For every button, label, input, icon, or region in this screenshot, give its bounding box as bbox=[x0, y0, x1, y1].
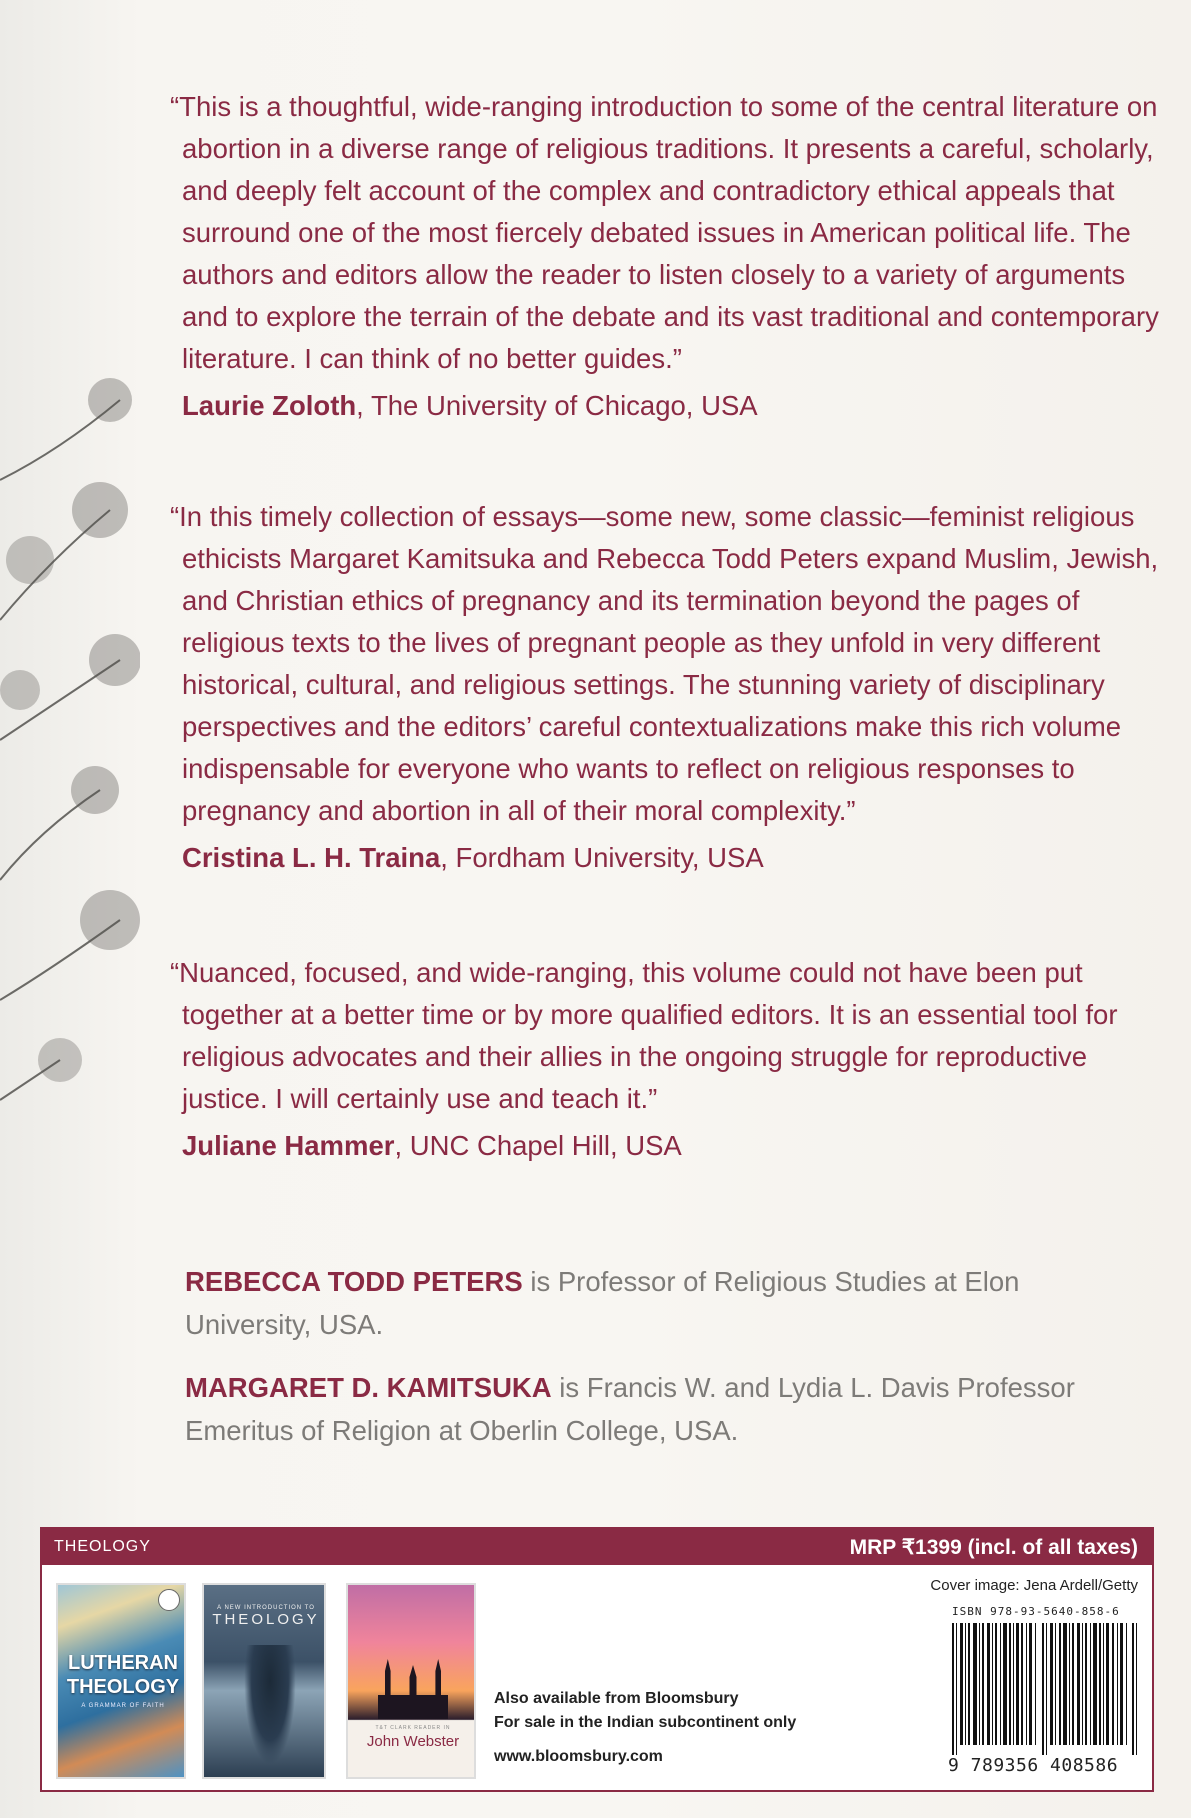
book-thumbnail-john-webster bbox=[346, 1583, 476, 1779]
isbn-label: ISBN 978-93-5640-858-6 bbox=[952, 1605, 1120, 1618]
book-pretitle: T&T CLARK READER IN bbox=[375, 1725, 451, 1731]
queen-annes-lace-plant-image bbox=[0, 360, 140, 1140]
editor-description: is Professor of Religious Studies at Elon University, USA. bbox=[185, 1266, 1020, 1340]
quote-text: “This is a thoughtful, wide-ranging introduction to some of the central literature on abortion in a diverse range of religious traditions. It presents a careful, scholarly, and deeply felt account of the complex and contradictory ethical appeals that surround one of the most fiercely debated issues in American political life. The authors and editors allow the reader to listen closely to a variety of arguments and to explore the terrain of the debate and its vast traditional and contemporary literature. I can think of no better guides.” bbox=[170, 91, 1159, 374]
skyline-image bbox=[378, 1659, 448, 1719]
review-quote-1 bbox=[170, 86, 1160, 424]
editor-name: REBECCA TODD PETERS bbox=[185, 1266, 523, 1297]
barcode-image bbox=[952, 1623, 1138, 1755]
editor-name: MARGARET D. KAMITSUKA bbox=[185, 1372, 552, 1403]
editor-bio-1 bbox=[185, 1260, 1145, 1346]
reviewer-affiliation: , Fordham University, USA bbox=[440, 842, 764, 873]
book-thumbnail-theology bbox=[202, 1583, 326, 1779]
publisher-website: www.bloomsbury.com bbox=[494, 1748, 663, 1765]
book-pretitle: A NEW INTRODUCTION TO bbox=[217, 1605, 315, 1611]
badge-icon bbox=[158, 1589, 180, 1611]
cover-figure-image bbox=[244, 1645, 296, 1765]
book-thumbnail-lutheran-theology bbox=[56, 1583, 186, 1779]
quote-attribution bbox=[170, 1128, 1160, 1164]
quote-attribution bbox=[170, 388, 1160, 424]
reviewer-name: Cristina L. H. Traina bbox=[182, 842, 441, 873]
price-label: MRP ₹1399 (incl. of all taxes) bbox=[849, 1536, 1138, 1559]
category-label: THEOLOGY bbox=[54, 1538, 151, 1555]
book-subtitle: A GRAMMAR OF FAITH bbox=[81, 1703, 165, 1709]
category-price-band bbox=[42, 1529, 1152, 1565]
reviewer-name: Juliane Hammer bbox=[182, 1130, 395, 1161]
barcode-number: 9 789356 408586 bbox=[948, 1755, 1119, 1776]
publisher-footer-panel bbox=[40, 1527, 1154, 1792]
quote-attribution bbox=[170, 840, 1160, 876]
book-title-text: THEOLOGY bbox=[212, 1611, 320, 1628]
cover-image-credit: Cover image: Jena Ardell/Getty bbox=[930, 1577, 1138, 1594]
book-title bbox=[208, 1605, 324, 1628]
book-title: LUTHERAN THEOLOGY bbox=[66, 1652, 180, 1698]
also-available-line: Also available from Bloomsbury bbox=[494, 1690, 739, 1707]
quote-text: “In this timely collection of essays—some new, some classic—feminist religious ethicists Margaret Kamitsuka and Rebecca Todd Peters expand Muslim, Jewish, and Christian ethics of pregnancy and its termination beyond the pages of religious texts to the lives of pregnant people as they unfold in very different historical, cultural, and religious settings. The stunning variety of disciplinary perspectives and the editors’ careful contextualizations make this rich volume indispensable for everyone who wants to reflect on religious responses to pregnancy and abortion in all of their moral complexity.” bbox=[170, 501, 1159, 826]
review-quote-2 bbox=[170, 496, 1160, 876]
availability-text bbox=[494, 1687, 796, 1769]
reviewer-affiliation: , The University of Chicago, USA bbox=[356, 390, 758, 421]
sale-region-line: For sale in the Indian subcontinent only bbox=[494, 1714, 797, 1731]
editor-bio-2 bbox=[185, 1366, 1145, 1452]
book-title: John Webster bbox=[366, 1733, 460, 1750]
review-quote-3 bbox=[170, 952, 1160, 1164]
reviewer-affiliation: , UNC Chapel Hill, USA bbox=[394, 1130, 682, 1161]
editor-description: is Francis W. and Lydia L. Davis Professor Emeritus of Religion at Oberlin College, USA. bbox=[185, 1372, 1075, 1446]
quote-text: “Nuanced, focused, and wide-ranging, this volume could not have been put together at a better time or by more qualified editors. It is an essential tool for religious advocates and their allies in the ongoing struggle for reproductive justice. I will certainly use and teach it.” bbox=[170, 957, 1118, 1114]
reviewer-name: Laurie Zoloth bbox=[182, 390, 357, 421]
